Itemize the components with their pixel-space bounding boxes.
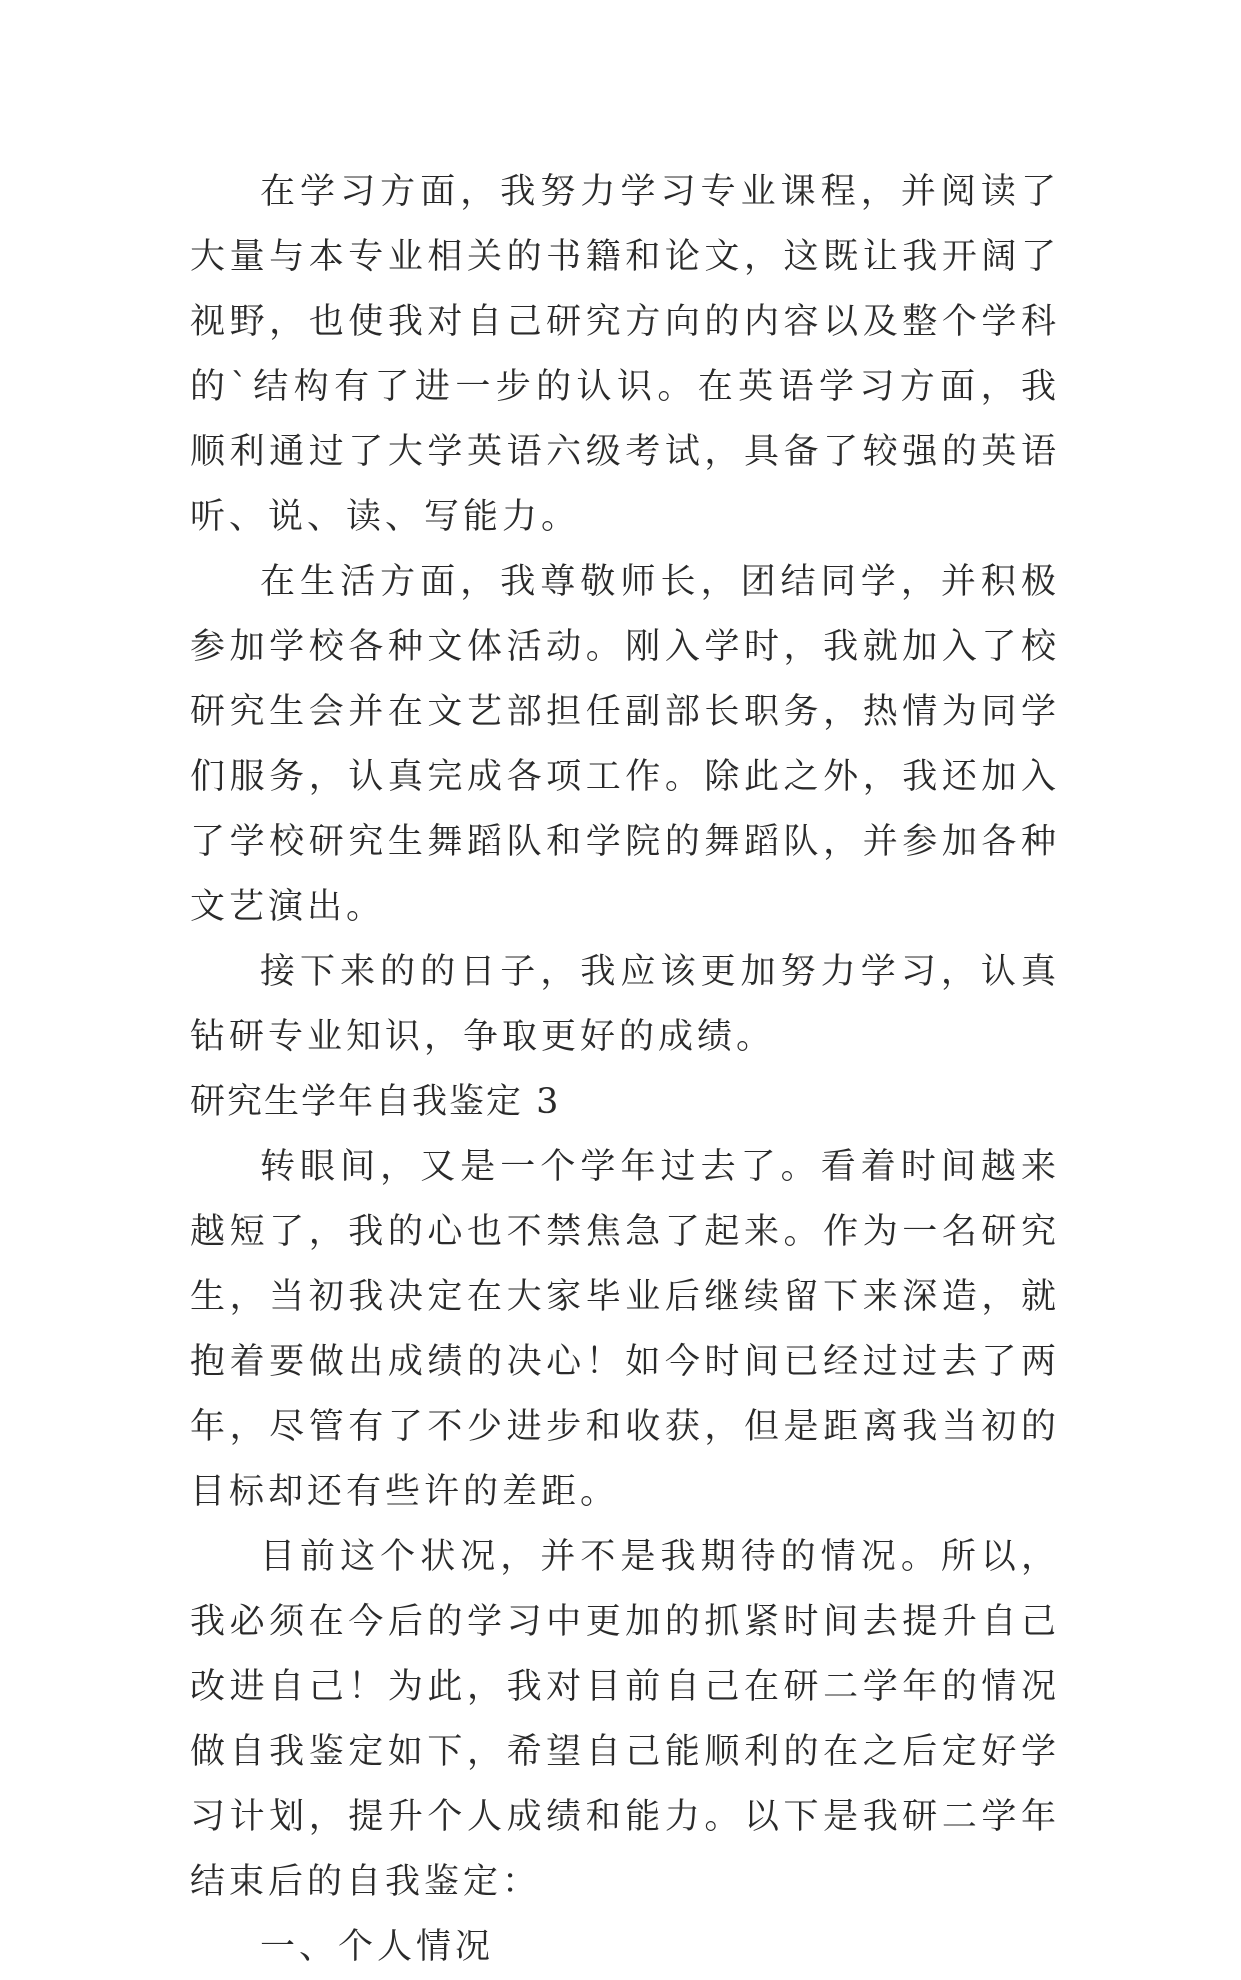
paragraph-study: 在学习方面，我努力学习专业课程，并阅读了大量与本专业相关的书籍和论文，这既让我开阔了视野，也使我对自己研究方向的内容以及整个学科的`结构有了进一步的认识。在英语学习方面，我顺利通过了大学英语六级考试，具备了较强的英语听、说、读、写能力。 xyxy=(190,172,1060,537)
paragraph-status: 目前这个状况，并不是我期待的情况。所以，我必须在今后的学习中更加的抓紧时间去提升自己改进自己！为此，我对目前自己在研二学年的情况做自我鉴定如下，希望自己能顺利的在之后定好学习计划，提升个人成绩和能力。以下是我研二学年结束后的自我鉴定： xyxy=(190,1537,1060,1902)
section-heading: 研究生学年自我鉴定 3 xyxy=(190,1082,561,1122)
document-body xyxy=(190,160,1060,1980)
subsection-title: 一、个人情况 xyxy=(260,1927,495,1967)
paragraph-life: 在生活方面，我尊敬师长，团结同学，并积极参加学校各种文体活动。刚入学时，我就加入了校研究生会并在文艺部担任副部长职务，热情为同学们服务，认真完成各项工作。除此之外，我还加入了学校研究生舞蹈队和学院的舞蹈队，并参加各种文艺演出。 xyxy=(190,562,1060,927)
paragraph-intro: 转眼间，又是一个学年过去了。看着时间越来越短了，我的心也不禁焦急了起来。作为一名研究生，当初我决定在大家毕业后继续留下来深造，就抱着要做出成绩的决心！如今时间已经过过去了两年，尽管有了不少进步和收获，但是距离我当初的目标却还有些许的差距。 xyxy=(190,1147,1060,1512)
paragraph-future: 接下来的的日子，我应该更加努力学习，认真钻研专业知识，争取更好的成绩。 xyxy=(190,952,1060,1057)
